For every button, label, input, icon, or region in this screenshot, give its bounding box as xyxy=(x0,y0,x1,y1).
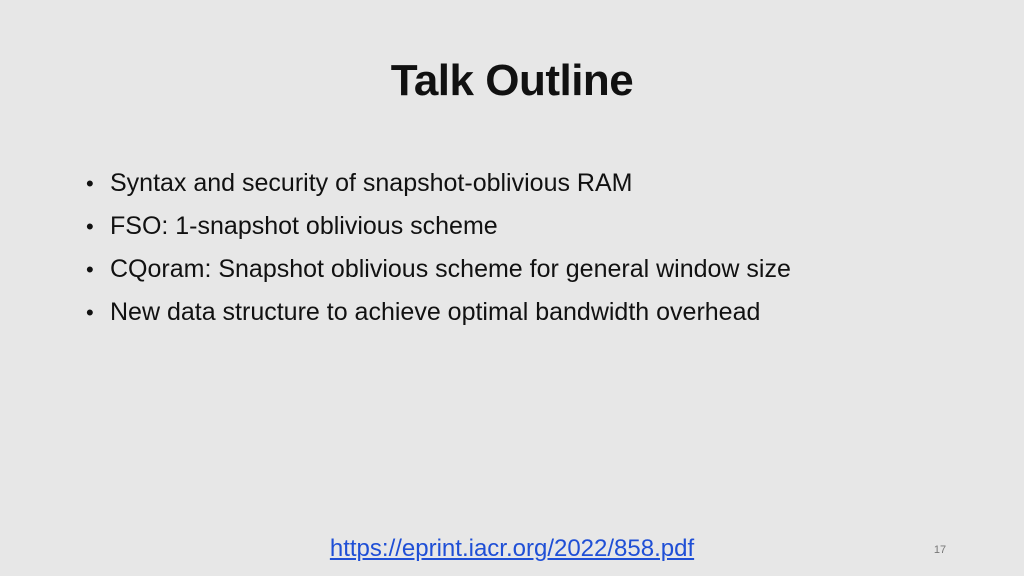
bullet-icon: • xyxy=(86,300,94,325)
bullet-item xyxy=(86,248,791,291)
bullet-item xyxy=(86,205,791,248)
bullet-item xyxy=(86,162,791,205)
bullet-icon: • xyxy=(86,214,94,239)
bullet-icon: • xyxy=(86,257,94,282)
bullet-text: Syntax and security of snapshot-oblivious RAM xyxy=(110,169,633,197)
bullet-text: New data structure to achieve optimal bandwidth overhead xyxy=(110,298,761,326)
bullet-text: FSO: 1-snapshot oblivious scheme xyxy=(110,212,498,240)
bullet-item xyxy=(86,291,791,334)
paper-link[interactable]: https://eprint.iacr.org/2022/858.pdf xyxy=(329,535,695,562)
bullet-text: CQoram: Snapshot oblivious scheme for general window size xyxy=(110,255,791,283)
page-number: 17 xyxy=(933,544,947,556)
bullet-icon: • xyxy=(86,171,94,196)
bullet-list xyxy=(86,162,791,334)
slide-title: Talk Outline xyxy=(390,56,634,105)
